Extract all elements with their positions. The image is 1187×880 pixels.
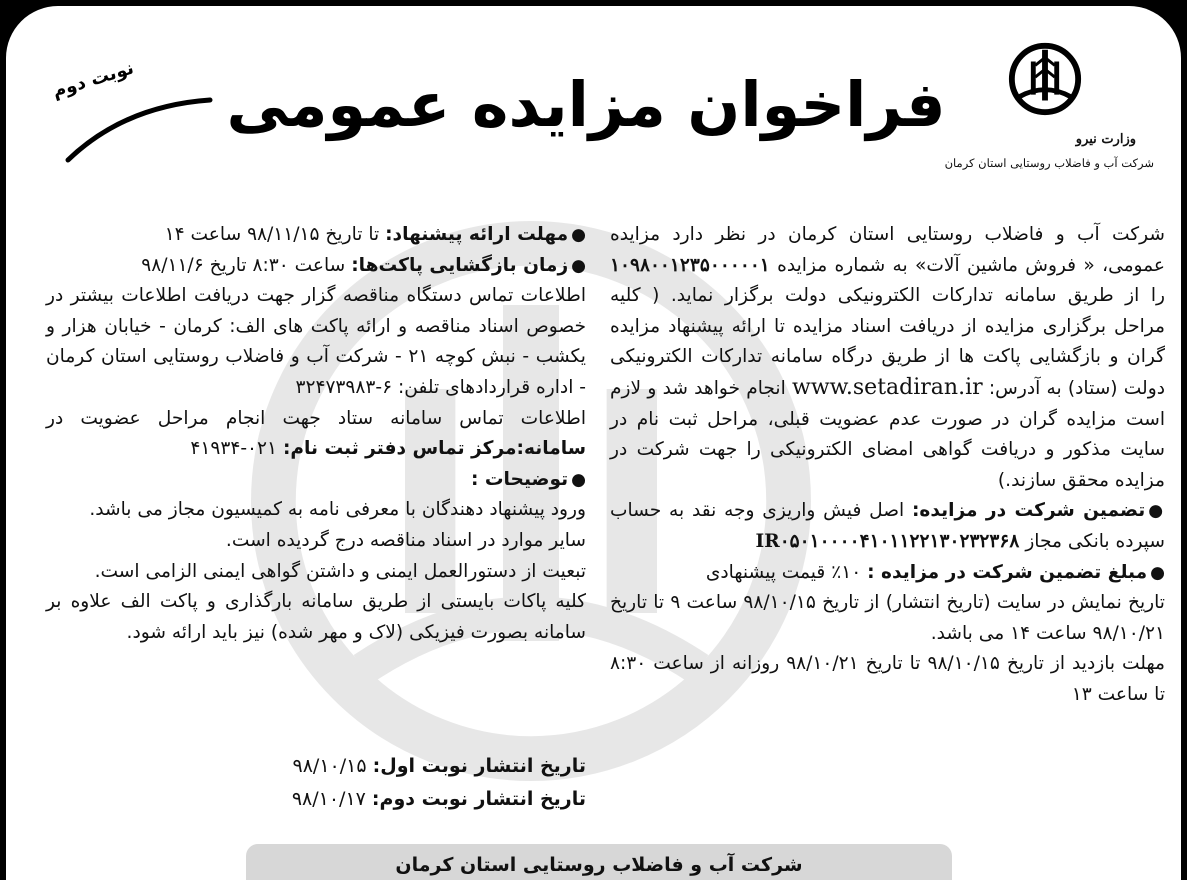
page-title: فراخوان مزایده عمومی: [226, 68, 946, 141]
right-column: [610, 220, 1165, 711]
ministry-name: وزارت نیرو: [1075, 132, 1136, 147]
setad-center-label: سامانه:مرکز تماس دفتر ثبت نام:: [282, 438, 586, 460]
opening-label: زمان بازگشایی پاکت‌ها:: [351, 254, 569, 276]
opening-item: [46, 251, 586, 282]
guarantee-label: تضمین شرکت در مزایده:: [911, 500, 1146, 522]
ministry-logo-icon: [1006, 40, 1084, 118]
guarantee-text: اصل فیش واریزی وجه نقد به حساب سپرده بانکی مجاز: [610, 500, 1165, 552]
display-period: تاریخ نمایش در سایت (تاریخ انتشار) از تاریخ ۹۸/۱۰/۱۵ ساعت ۹ تا تاریخ ۹۸/۱۰/۲۱ ساعت ۱۴ می باشد.: [610, 592, 1165, 644]
auction-number: ۱۰۹۸۰۰۱۲۳۵۰۰۰۰۰۱: [610, 254, 770, 276]
contact-info: اطلاعات تماس دستگاه مناقصه گزار جهت دریافت اطلاعات بیشتر در خصوص اسناد مناقصه و ارائه پاکت های الف: کرمان - خیابان هزار و یکشب - نبش کوچه ۲۱ - شرکت آب و فاضلاب روستایی استان کرمان - اداره قراردادهای تلفن: ۶-۳۲۴۷۳۹۸۳: [46, 285, 586, 398]
guarantee-amount-label: مبلغ تضمین شرکت در مزایده :: [867, 561, 1148, 583]
iban-number: IR۰۵۰۱۰۰۰۰۴۱۰۱۱۲۲۱۳۰۲۳۲۳۶۸: [755, 530, 1020, 552]
note-item: کلیه پاکات بایستی از طریق سامانه بارگذاری و پاکت الف علاوه بر سامانه بصورت فیزیکی (لاک و مهر شده) نیز باید ارائه شود.: [46, 591, 586, 643]
deadline-label: مهلت ارائه پیشنهاد:: [385, 224, 569, 245]
visit-period: مهلت بازدید از تاریخ ۹۸/۱۰/۱۵ تا تاریخ ۹۸/۱۰/۲۱ روزانه از ساعت ۸:۳۰ تا ساعت ۱۳: [610, 653, 1165, 705]
bullet-icon: ●: [571, 469, 586, 490]
notes-heading: [46, 465, 586, 496]
round-label: نوبت دوم: [50, 57, 137, 103]
bullet-icon: ●: [1148, 501, 1165, 522]
footer-banner: شرکت آب و فاضلاب روستایی استان کرمان: [246, 844, 952, 880]
intro-text-2: را از طریق سامانه تدارکات الکترونیکی دولت برگزار نماید. ( کلیه مراحل برگزاری مزایده از دریافت اسناد مزایده تا ارائه پیشنهاد مزایده گران و بازگشایی پاکت ها از طریق درگاه سامانه تدارکات الکترونیکی دولت (ستاد) به آدرس:: [610, 285, 1165, 399]
deadline-item: [46, 220, 586, 251]
swoosh-decoration-icon: [64, 96, 214, 166]
note-item: سایر موارد در اسناد مناقصه درج گردیده است.: [225, 529, 586, 551]
intro-text-3: انجام خواهد شد و لازم است مزایده گران در صورت عدم عضویت قبلی، مراحل ثبت نام در سایت مذکور و دریافت گواهی امضای الکترونیکی را جهت شرکت در مزایده محقق سازند.): [610, 377, 1165, 491]
intro-text-1: شرکت آب و فاضلاب روستایی استان کرمان در نظر دارد مزایده عمومی، « فروش ماشین آلات» به شماره مزایده: [610, 224, 1165, 276]
guarantee-amount-text: ۱۰٪ قیمت پیشنهادی: [705, 561, 862, 583]
intro-paragraph: [610, 220, 1165, 496]
second-pub-date: ۹۸/۱۰/۱۷: [291, 788, 366, 810]
deadline-text: تا تاریخ ۹۸/۱۱/۱۵ ساعت ۱۴: [164, 224, 380, 245]
website-link[interactable]: www.setadiran.ir: [792, 374, 983, 400]
first-pub-label: تاریخ انتشار نوبت اول:: [372, 755, 586, 777]
publication-dates: [256, 750, 586, 816]
note-item: تبعیت از دستورالعمل ایمنی و داشتن گواهی ایمنی الزامی است.: [94, 560, 586, 582]
second-pub-label: تاریخ انتشار نوبت دوم:: [371, 788, 586, 810]
opening-text: ساعت ۸:۳۰ تاریخ ۹۸/۱۱/۶: [141, 254, 346, 276]
bullet-icon: ●: [1150, 562, 1165, 583]
company-logo-text: شرکت آب و فاضلاب روستایی استان کرمان: [944, 156, 1154, 170]
guarantee-amount-item: [610, 558, 1165, 589]
first-pub-date: ۹۸/۱۰/۱۵: [292, 755, 367, 777]
guarantee-item: [610, 496, 1165, 557]
second-publication: [256, 783, 586, 816]
bullet-icon: ●: [571, 225, 586, 245]
notes-label: توضیحات :: [470, 468, 569, 490]
setad-phone: ۰۲۱-۴۱۹۳۴: [190, 438, 278, 460]
setad-info: اطلاعات تماس سامانه ستاد جهت انجام مراحل عضویت در: [46, 407, 586, 429]
note-item: ورود پیشنهاد دهندگان با معرفی نامه به کمیسیون مجاز می باشد.: [89, 499, 586, 521]
announcement-page: [6, 6, 1181, 880]
bullet-icon: ●: [571, 255, 586, 276]
setad-item: [46, 404, 586, 465]
first-publication: [256, 750, 586, 783]
left-column: [46, 220, 586, 648]
